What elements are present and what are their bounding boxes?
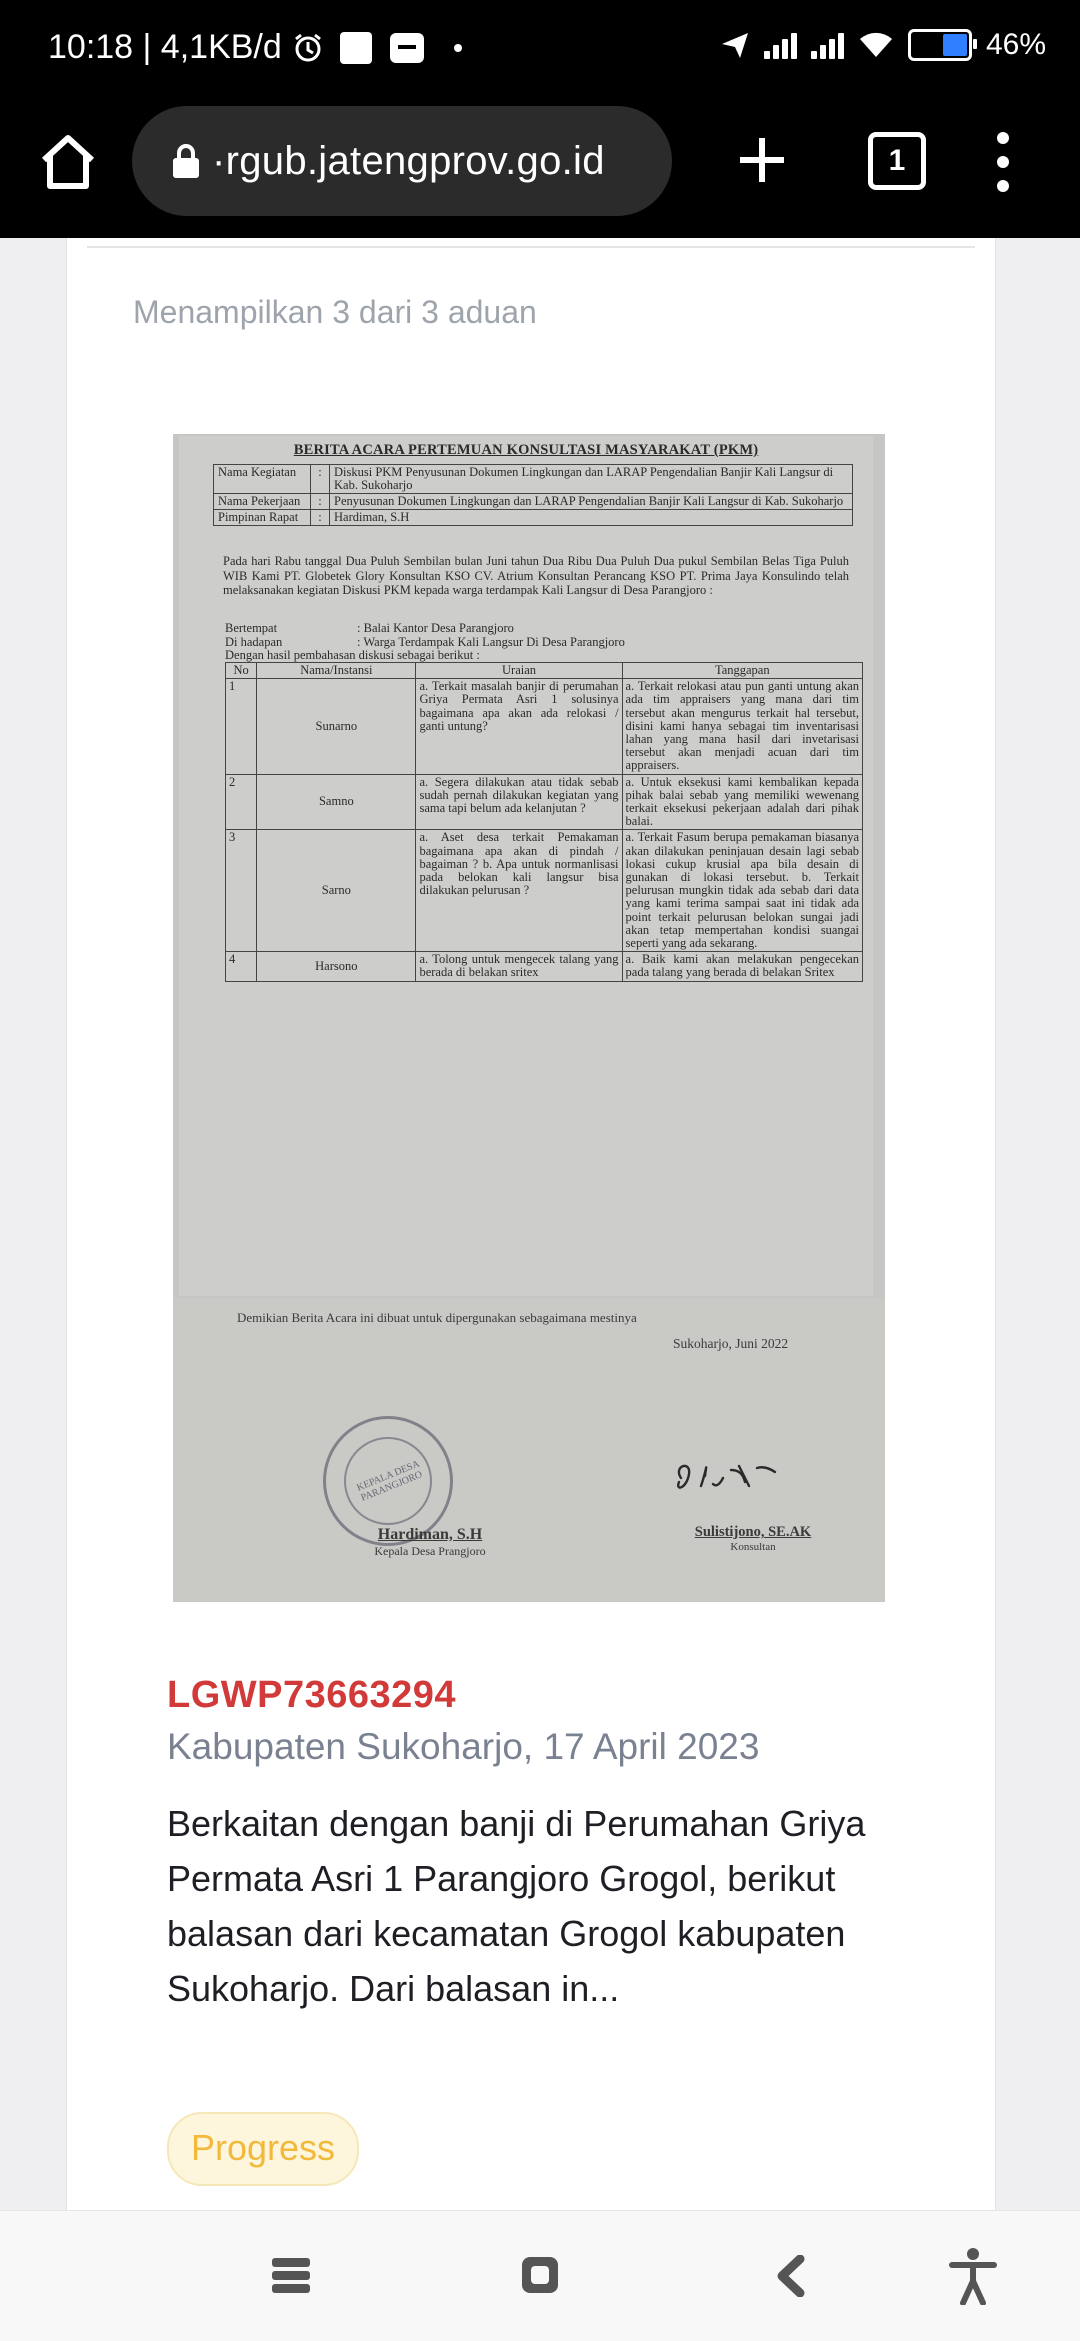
status-badge: Progress <box>167 2112 359 2186</box>
place-date: Sukoharjo, Juni 2022 <box>673 1336 789 1351</box>
document-title: BERITA ACARA PERTEMUAN KONSULTASI MASYARAKAT (PKM) <box>293 442 759 458</box>
divider <box>87 246 975 248</box>
signer-right-name: Sulistijono, SE.AK <box>694 1524 812 1540</box>
complaint-location-date: Kabupaten Sukoharjo, 17 April 2023 <box>167 1726 760 1767</box>
row-name: Harsono <box>257 952 416 981</box>
row-no: 4 <box>226 952 257 981</box>
back-icon[interactable] <box>776 2255 806 2297</box>
table-row <box>226 679 863 774</box>
table-row <box>226 952 863 981</box>
stamp-text: KEPALA DESA PARANGJORO <box>355 1458 425 1504</box>
recent-apps-icon[interactable] <box>270 2255 312 2295</box>
row-uraian: a. Terkait masalah banjir di perumahan Griya Permata Asri 1 solusinya bagaimana apa akan ada relokasi / ganti untung? <box>416 679 622 774</box>
plus-icon[interactable] <box>732 130 792 190</box>
info-row: Pimpinan Rapat : Hardiman, S.H <box>214 510 853 526</box>
row-name: Sunarno <box>257 679 416 774</box>
row-no: 3 <box>226 830 257 952</box>
info-row: Nama Pekerjaan : Penyusunan Dokumen Lingkungan dan LARAP Pengendalian Banjir Kali Langsur di Kab. Sukoharjo <box>214 494 853 510</box>
signer-right-role: Konsultan <box>730 1541 776 1553</box>
info-label: Pimpinan Rapat <box>214 510 311 526</box>
document-info-table <box>213 464 853 526</box>
info-label: Nama Kegiatan <box>214 465 311 494</box>
tab-count: 1 <box>888 144 906 177</box>
document-discussion-table <box>225 662 863 982</box>
info-value: Diskusi PKM Penyusunan Dokumen Lingkungan dan LARAP Pengendalian Banjir Kali Langsur di Kab. Sukoharjo <box>330 465 853 494</box>
home-icon[interactable] <box>36 130 100 194</box>
meta-row: Bertempat : Balai Kantor Desa Parangjoro <box>225 621 514 635</box>
document-meta <box>225 622 851 663</box>
tabs-button[interactable] <box>868 132 926 190</box>
signer-left-role: Kepala Desa Prangjoro <box>374 1544 486 1558</box>
complaint-description: Berkaitan dengan banji di Perumahan Griya Permata Asri 1 Parangjoro Grogol, berikut balasan dari kecamatan Grogol kabupaten Sukoharjo. Dari balasan in... <box>167 1803 866 2009</box>
status-time: 10:18 | 4,1KB/d <box>48 28 282 66</box>
info-label: Nama Pekerjaan <box>214 494 311 510</box>
message-icon <box>390 33 424 63</box>
menu-icon[interactable] <box>996 132 1010 192</box>
status-right <box>720 28 1046 62</box>
document-page <box>179 436 873 1296</box>
wifi-icon <box>858 31 894 59</box>
browser-toolbar <box>0 100 1080 238</box>
header-uraian: Uraian <box>416 663 622 679</box>
signer-right <box>673 1524 833 1553</box>
complaint-photo[interactable] <box>173 434 885 1602</box>
row-uraian: a. Tolong untuk mengecek talang yang berada di belakan sritex <box>416 952 622 981</box>
accessibility-icon[interactable] <box>948 2247 998 2305</box>
header-no: No <box>226 663 257 679</box>
meta-label: Di hadapan <box>225 634 283 649</box>
signer-left-name: Hardiman, S.H <box>377 1526 483 1543</box>
row-tanggapan: a. Untuk eksekusi kami kembalikan kepada pihak balai sebab yang memiliki wewenang terkait eksekusi pekerjaan adalah dari pihak balai. <box>622 774 862 830</box>
table-header <box>226 663 863 679</box>
row-uraian: a. Aset desa terkait Pemakaman bagaimana apa akan di pindah / bagaiman ? b. Apa untuk normanlisasi pada belokan kali langsur bisa dilakukan pelurusan ? <box>416 830 622 952</box>
table-row <box>226 774 863 830</box>
signature-section <box>173 1298 885 1602</box>
meta-label: Bertempat <box>225 621 278 635</box>
row-tanggapan: a. Terkait Fasum berupa pemakaman biasanya akan dilakukan peninjauan desain lagi sebab lokasi cukup krusial apa bila desain di gunakan di lokasi tersebut. b. Terkait pelurusan mungkin tidak ada sebab dari data yang kami terima sampai saat ini tidak ada point terkait pelurusan belokan sungai jadi akan tetap mempertahan kondisi suangai seperti yang ada sekarang. <box>622 830 862 952</box>
info-value: Hardiman, S.H <box>330 510 853 526</box>
more-notifications-dot <box>454 44 462 52</box>
info-row: Nama Kegiatan : Diskusi PKM Penyusunan Dokumen Lingkungan dan LARAP Pengendalian Banjir Kali Langsur di Kab. Sukoharjo <box>214 465 853 494</box>
signal-icon <box>764 31 797 59</box>
document-paragraph: Pada hari Rabu tanggal Dua Puluh Sembilan bulan Juni tahun Dua Ribu Dua Puluh Dua pukul Sembilan Belas Tiga Puluh WIB Kami PT. Globetek Glory Konsultan KSO CV. Atrium Konsultan Perancang KSO PT. Prima Jaya Konsulindo telah melaksanakan kegiatan Diskusi PKM kepada warga terdampak Kali Langsur di Desa Parangjoro : <box>223 554 849 597</box>
home-nav-icon[interactable] <box>520 2255 560 2295</box>
closing-statement: Demikian Berita Acara ini dibuat untuk dipergunakan sebagaimana mestinya <box>237 1310 637 1325</box>
row-tanggapan: a. Terkait relokasi atau pun ganti untung akan ada tim appraisers yang mana dari tim tersebut akan mengurus terkait hal tersebut, disini kami hanya sebagai tim inventarisasi lahan yang mana hasil dari invetarisasi tersebut akan menjadi acuan dari tim appraisers. <box>622 679 862 774</box>
info-value: Penyusunan Dokumen Lingkungan dan LARAP Pengendalian Banjir Kali Langsur di Kab. Sukoharjo <box>330 494 853 510</box>
header-tanggapan: Tanggapan <box>622 663 862 679</box>
row-no: 1 <box>226 679 257 774</box>
row-tanggapan: a. Baik kami akan melakukan pengecekan pada talang yang berada di belakan Sritex <box>622 952 862 981</box>
meta-note: Dengan hasil pembahasan diskusi sebagai berikut : <box>225 648 480 662</box>
signal-icon <box>811 31 844 59</box>
complaint-card <box>66 238 996 2210</box>
meta-value: Warga Terdampak Kali Langsur Di Desa Parangjoro <box>363 634 625 649</box>
row-name: Sarno <box>257 830 416 952</box>
row-name: Samno <box>257 774 416 830</box>
meta-value: Balai Kantor Desa Parangjoro <box>363 621 514 635</box>
alarm-icon <box>292 32 324 64</box>
meta-row: Di hadapan : Warga Terdampak Kali Langsur Di Desa Parangjoro <box>225 634 625 649</box>
row-no: 2 <box>226 774 257 830</box>
signer-left <box>355 1526 505 1559</box>
battery-percent: 46% <box>985 28 1046 61</box>
handwritten-signature <box>661 1448 781 1508</box>
send-icon <box>720 30 750 60</box>
system-nav-bar <box>0 2210 1080 2341</box>
status-left <box>48 28 462 67</box>
header-name: Nama/Instansi <box>257 663 416 679</box>
row-uraian: a. Segera dilakukan atau tidak sebab sudah pernah dilakukan kegiatan yang sama tapi belum ada kelanjutan ? <box>416 774 622 830</box>
table-row <box>226 830 863 952</box>
complaint-code[interactable]: LGWP73663294 <box>167 1674 457 1716</box>
url-text: ·rgub.jatengprov.go.id <box>212 138 605 183</box>
notification-icon <box>340 32 372 64</box>
lock-icon <box>170 142 202 180</box>
battery-icon <box>908 29 972 61</box>
status-bar <box>0 0 1080 100</box>
results-summary: Menampilkan 3 dari 3 aduan <box>133 294 537 330</box>
url-bar[interactable] <box>132 106 672 216</box>
